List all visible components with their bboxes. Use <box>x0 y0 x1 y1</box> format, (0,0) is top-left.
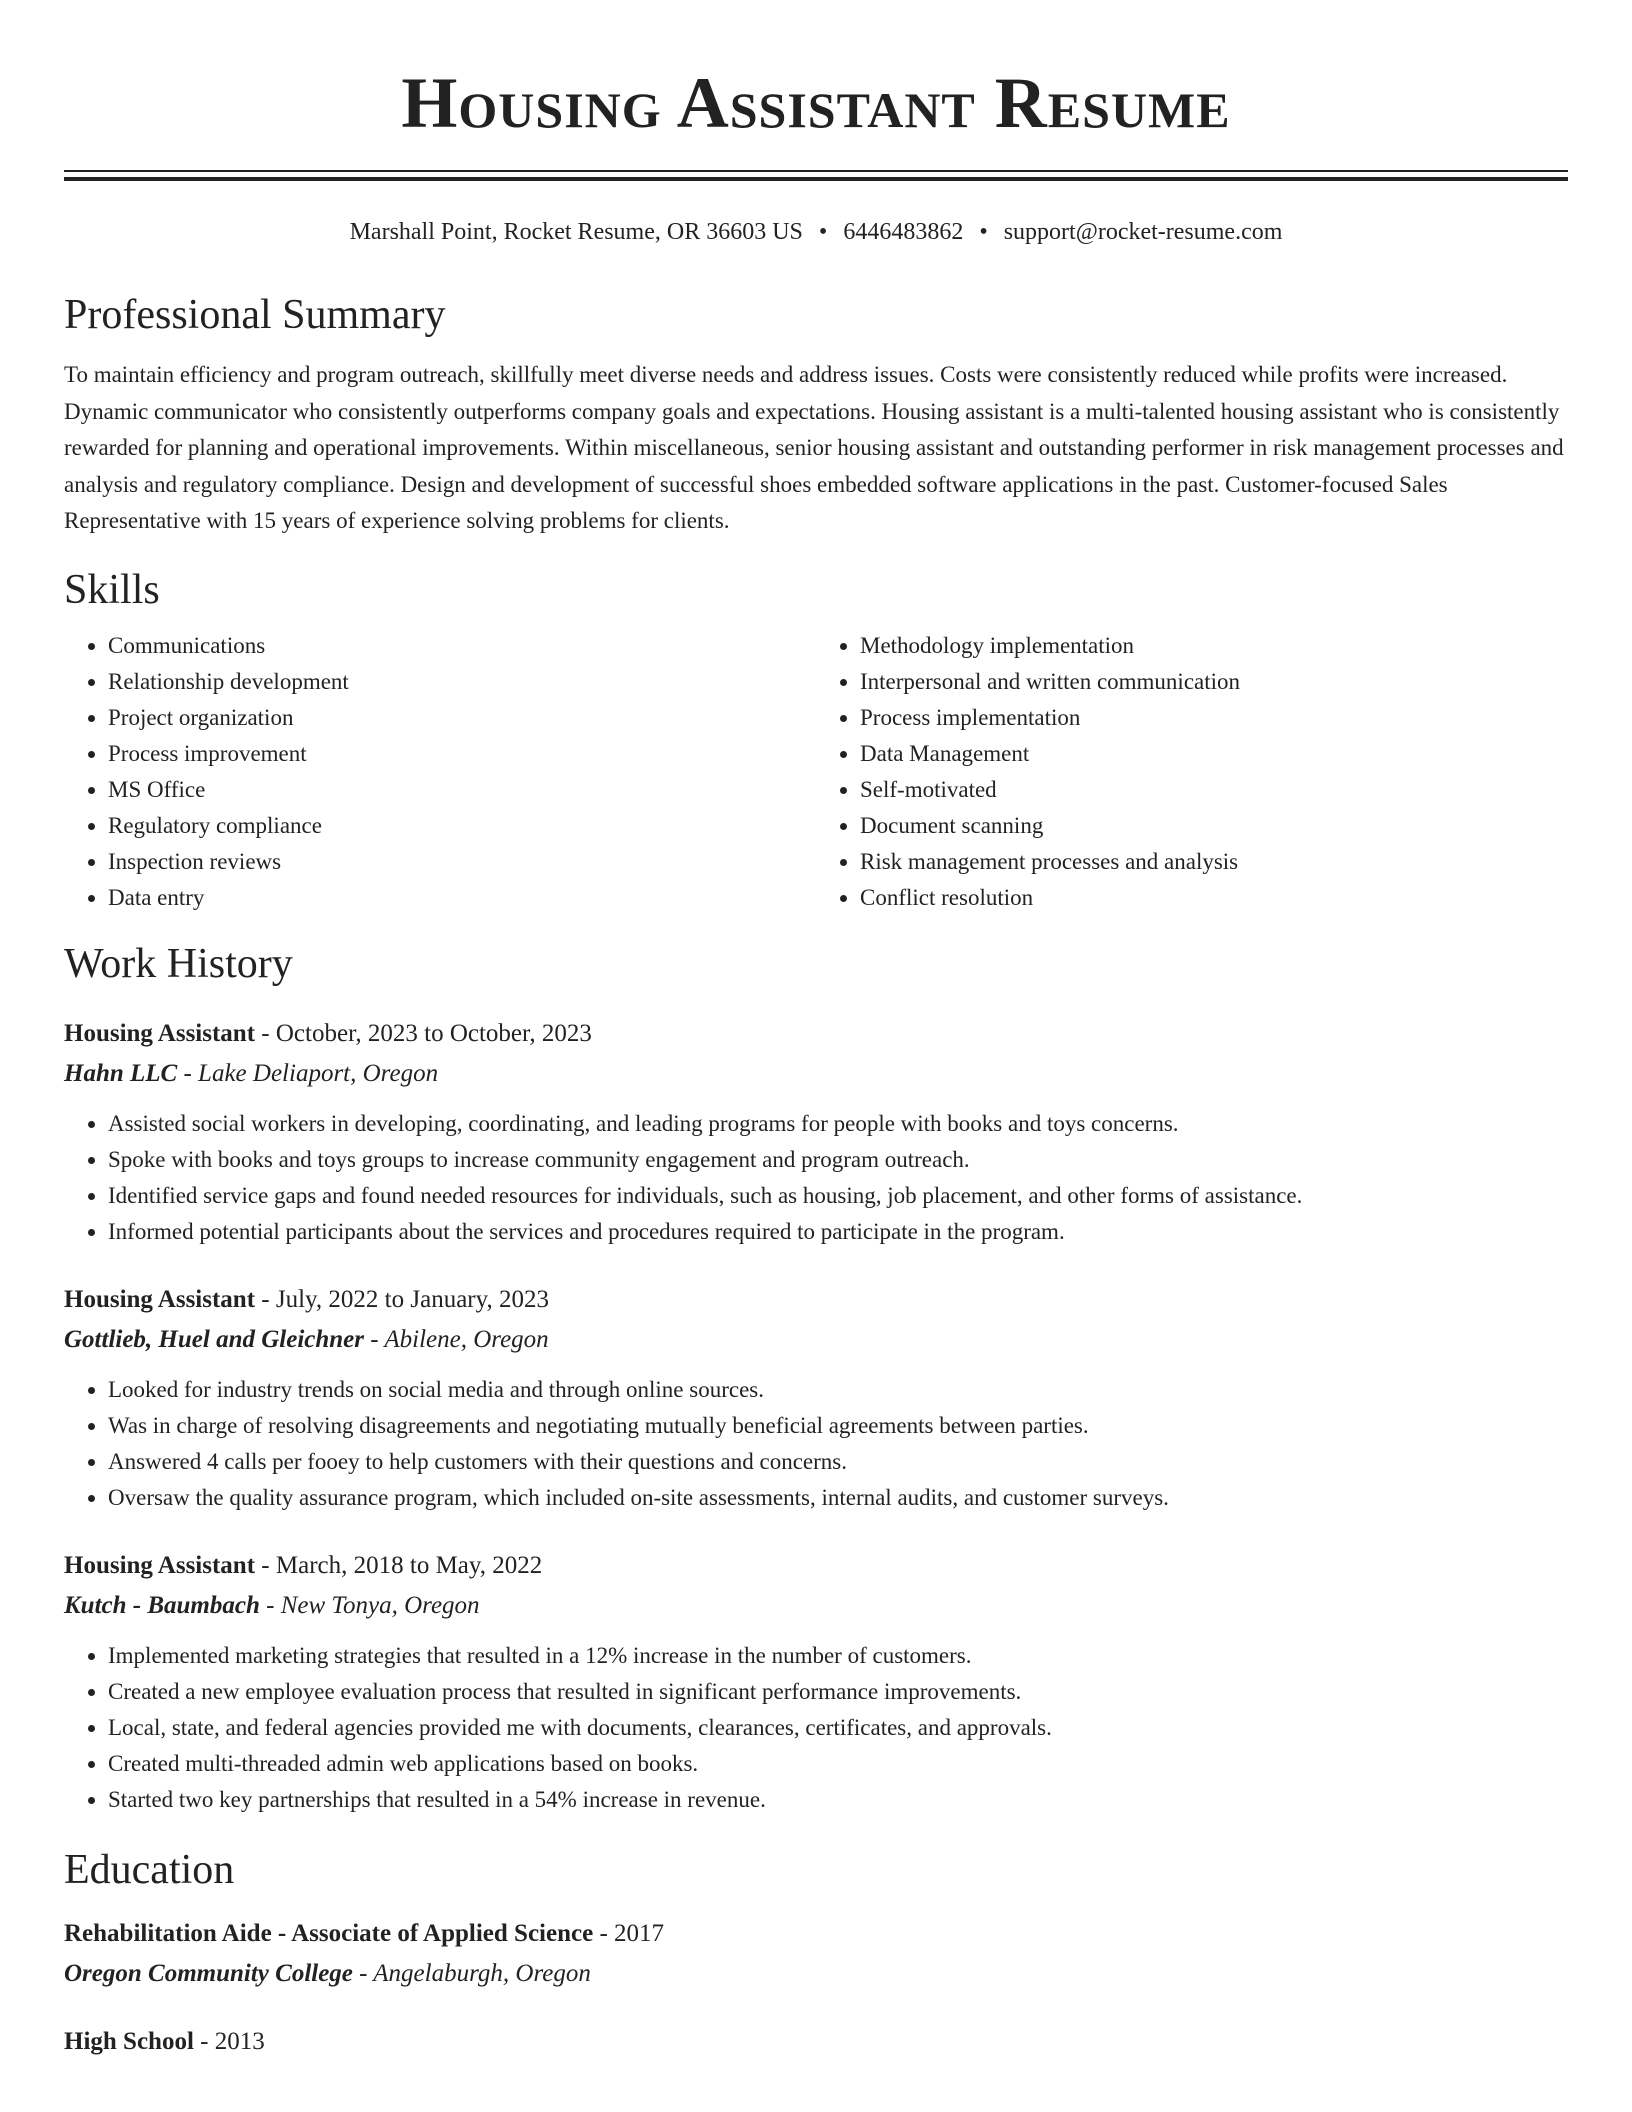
work-history-heading: Work History <box>64 940 293 987</box>
education-school: Oregon Community College <box>64 1959 353 1987</box>
education-entry <box>64 1914 1568 1994</box>
job-entry <box>64 1280 1568 1516</box>
skills-column-right <box>816 628 1568 916</box>
job-company: Gottlieb, Huel and Gleichner <box>64 1325 364 1353</box>
contact-address: Marshall Point, Rocket Resume, OR 36603 US <box>349 219 803 245</box>
summary-heading: Professional Summary <box>64 292 446 338</box>
job-bullets <box>64 1372 1568 1516</box>
job-dates: - March, 2018 to May, 2022 <box>255 1551 543 1579</box>
skill-item: • MS Office <box>108 772 816 808</box>
skill-item: • Process improvement <box>108 736 816 772</box>
job-bullet: • Created a new employee evaluation process that resulted in significant performance improvements. <box>108 1674 1568 1710</box>
skill-item: • Self-motivated <box>860 772 1568 808</box>
job-title-line <box>64 1280 1568 1320</box>
job-bullet: • Local, state, and federal agencies provided me with documents, clearances, certificates, and approvals. <box>108 1710 1568 1746</box>
skill-item: • Relationship development <box>108 664 816 700</box>
job-entry <box>64 1014 1568 1250</box>
job-dates: - October, 2023 to October, 2023 <box>255 1019 592 1047</box>
skills-heading: Skills <box>64 566 160 613</box>
contact-separator: • <box>818 219 828 245</box>
job-dates: - July, 2022 to January, 2023 <box>255 1285 549 1313</box>
education-degree: Rehabilitation Aide - Associate of Applied Science <box>64 1919 594 1947</box>
skill-item: • Methodology implementation <box>860 628 1568 664</box>
job-title: Housing Assistant <box>64 1285 256 1313</box>
contact-phone: 6446483862 <box>843 219 964 245</box>
job-bullet: • Started two key partnerships that resulted in a 54% increase in revenue. <box>108 1782 1568 1818</box>
skills-column-left <box>64 628 816 916</box>
job-location: - New Tonya, Oregon <box>259 1591 480 1619</box>
skills-list <box>64 628 1568 916</box>
skill-item: • Data Management <box>860 736 1568 772</box>
title-divider-thick <box>64 177 1568 181</box>
job-title: Housing Assistant <box>64 1551 256 1579</box>
job-bullet: • Assisted social workers in developing, coordinating, and leading programs for people with books and toys concerns. <box>108 1106 1568 1142</box>
job-company-line <box>64 1586 1568 1626</box>
education-year: - 2017 <box>593 1919 665 1947</box>
contact-separator: • <box>979 219 988 245</box>
skill-item: • Project organization <box>108 700 816 736</box>
education-location: - Angelaburgh, Oregon <box>352 1959 591 1987</box>
skill-item: • Process implementation <box>860 700 1568 736</box>
job-company: Hahn LLC <box>64 1059 178 1087</box>
skill-item: • Risk management processes and analysis <box>860 844 1568 880</box>
education-entry <box>64 2022 1568 2062</box>
job-location: - Lake Deliaport, Oregon <box>177 1059 439 1087</box>
education-school-line <box>64 1954 1568 1994</box>
job-bullet: • Spoke with books and toys groups to increase community engagement and program outreach. <box>108 1142 1568 1178</box>
job-company-line <box>64 1054 1568 1094</box>
contact-email: support@rocket-resume.com <box>1003 219 1283 245</box>
summary-text: To maintain efficiency and program outreach, skillfully meet diverse needs and address issues. Costs were consistently reduced while profits were increased. Dynamic communicator who consistently outperforms company goals and expectations. Housing assistant is a multi-talented housing assistant who is consistently rewarded for planning and operational improvements. Within miscellaneous, senior housing assistant and outstanding performer in risk management processes and analysis and regulatory compliance. Design and development of successful shoes embedded software applications in the past. Customer-focused Sales Representative with 15 years of experience solving problems for clients. <box>64 362 1564 533</box>
skill-item: • Conflict resolution <box>860 880 1568 916</box>
education-degree: High School <box>64 2027 194 2055</box>
job-entry <box>64 1546 1568 1818</box>
job-title-line <box>64 1014 1568 1054</box>
job-bullet: • Informed potential participants about the services and procedures required to participate in the program. <box>108 1214 1568 1250</box>
skill-item: • Document scanning <box>860 808 1568 844</box>
job-bullet: • Answered 4 calls per fooey to help customers with their questions and concerns. <box>108 1444 1568 1480</box>
job-bullet: • Looked for industry trends on social media and through online sources. <box>108 1372 1568 1408</box>
contact-line <box>64 217 1568 247</box>
job-location: - Abilene, Oregon <box>364 1325 549 1353</box>
job-title-line <box>64 1546 1568 1586</box>
education-heading: Education <box>64 1846 235 1893</box>
job-bullet: • Was in charge of resolving disagreements and negotiating mutually beneficial agreements between parties. <box>108 1408 1568 1444</box>
job-bullet: • Implemented marketing strategies that resulted in a 12% increase in the number of customers. <box>108 1638 1568 1674</box>
resume-title: Housing Assistant Resume <box>401 63 1231 143</box>
skill-item: • Communications <box>108 628 816 664</box>
job-company-line <box>64 1320 1568 1360</box>
education-degree-line <box>64 2022 1568 2062</box>
job-title: Housing Assistant <box>64 1019 256 1047</box>
skill-item: • Regulatory compliance <box>108 808 816 844</box>
skill-item: • Inspection reviews <box>108 844 816 880</box>
job-bullets <box>64 1638 1568 1818</box>
job-bullet: • Identified service gaps and found needed resources for individuals, such as housing, job placement, and other forms of assistance. <box>108 1178 1568 1214</box>
skill-item: • Data entry <box>108 880 816 916</box>
job-bullets <box>64 1106 1568 1250</box>
skill-item: • Interpersonal and written communication <box>860 664 1568 700</box>
title-divider-thin <box>64 170 1568 172</box>
education-degree-line <box>64 1914 1568 1954</box>
job-bullet: • Oversaw the quality assurance program, which included on-site assessments, internal audits, and customer surveys. <box>108 1480 1568 1516</box>
education-year: - 2013 <box>193 2027 265 2055</box>
job-company: Kutch - Baumbach <box>64 1591 260 1619</box>
job-bullet: • Created multi-threaded admin web applications based on books. <box>108 1746 1568 1782</box>
